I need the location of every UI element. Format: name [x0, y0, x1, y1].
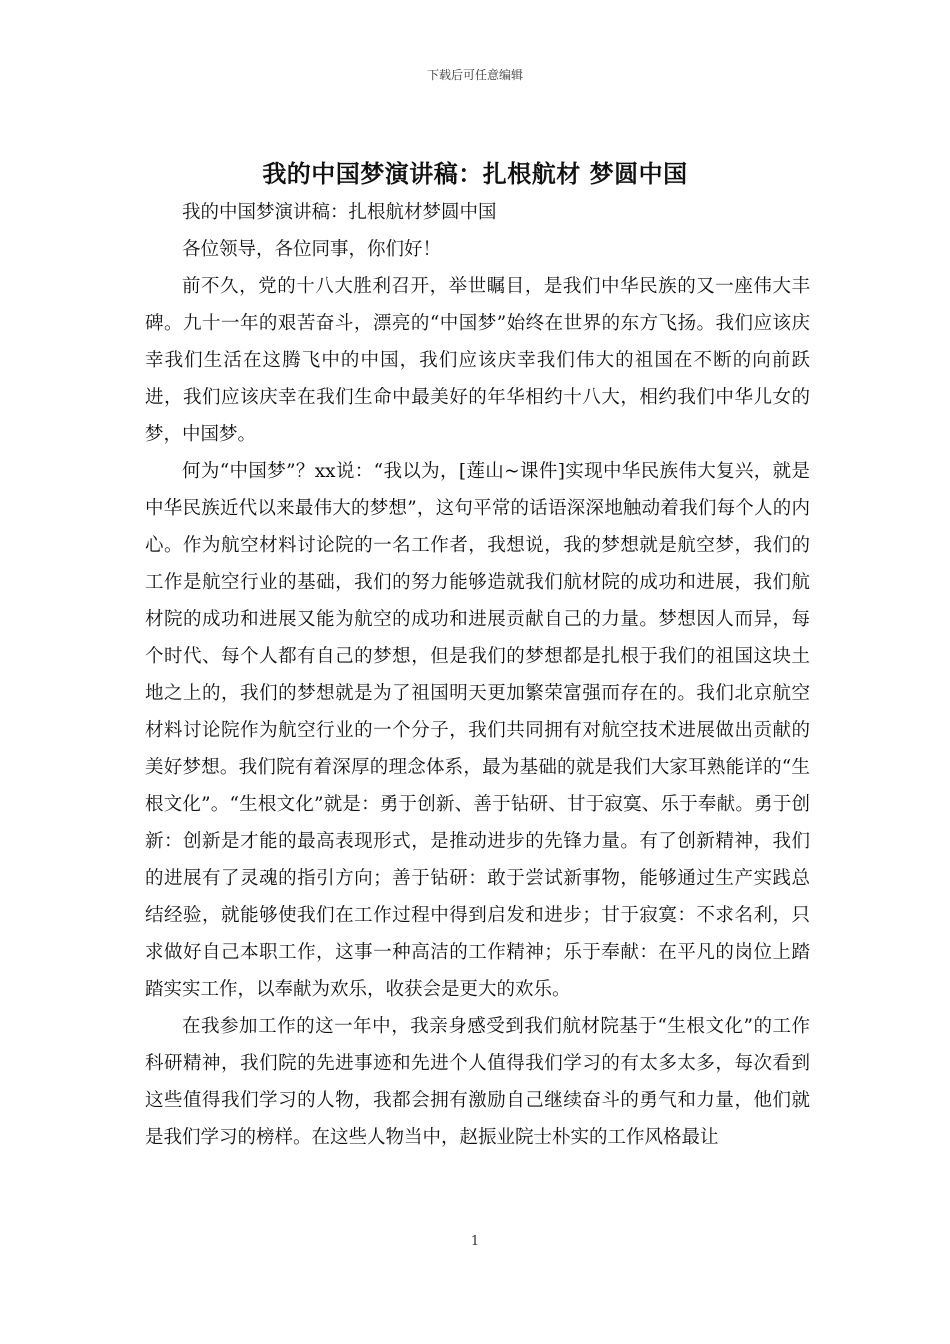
document-title: 我的中国梦演讲稿：扎根航材 梦圆中国 — [262, 160, 688, 188]
paragraph-china-dream: 何为“中国梦”？xx说：“我以为，[莲山~课件]实现中华民族伟大复兴，就是中华民族近代以来最伟大的梦想”，这句平常的话语深深地触动着我们每个人的内心。作为航空材料讨论院的一名工作者，我想说，我的梦想就是航空梦，我们的工作是航空行业的基础，我们的努力能够造就我们航材院的成功和进展，我们航材院的成功和进展又能为航空的成功和进展贡献自己的力量。梦想因人而异，每个时代、每个人都有自己的梦想，但是我们的梦想都是扎根于我们的祖国这块土地之上的，我们的梦想就是为了祖国明天更加繁荣富强而存在的。我们北京航空材料讨论院作为航空行业的一个分子，我们共同拥有对航空技术进展做出贡献的美好梦想。我们院有着深厚的理念体系，最为基础的就是我们大家耳熟能详的“生根文化”。“生根文化”就是：勇于创新、善于钻研、甘于寂寞、乐于奉献。勇于创新：创新是才能的最高表现形式，是推动进步的先锋力量。有了创新精神，我们的进展有了灵魂的指引方向；善于钻研：敢于尝试新事物，能够通过生产实践总结经验，就能够使我们在工作过程中得到启发和进步；甘于寂寞：不求名利，只求做好自己本职工作，这事一种高洁的工作精神；乐于奉献：在平凡的岗位上踏踏实实工作，以奉献为欢乐，收获会是更大的欢乐。 — [145, 461, 810, 1000]
running-header: 下载后可任意编辑 — [426, 68, 523, 82]
document-body — [145, 194, 810, 1156]
page-number: 1 — [470, 1234, 480, 1249]
paragraph-experience: 在我参加工作的这一年中，我亲身感受到我们航材院基于“生根文化”的工作科研精神，我们院的先进事迹和先进个人值得我们学习的有太多太多，每次看到这些值得我们学习的人物，我都会拥有激励自己继续奋斗的勇气和力量，他们就是我们学习的榜样。在这些人物当中，赵振业院士朴实的工作风格最让 — [145, 1016, 810, 1148]
paragraph-intro: 前不久，党的十八大胜利召开，举世瞩目，是我们中华民族的又一座伟大丰碑。九十一年的艰苦奋斗，漂亮的“中国梦”始终在世界的东方飞扬。我们应该庆幸我们生活在这腾飞中的中国，我们应该庆幸我们伟大的祖国在不断的向前跃进，我们应该庆幸在我们生命中最美好的年华相约十八大，相约我们中华儿女的梦，中国梦。 — [145, 276, 810, 445]
paragraph-subtitle: 我的中国梦演讲稿：扎根航材梦圆中国 — [182, 202, 497, 223]
paragraph-greeting: 各位领导，各位同事，你们好！ — [182, 239, 442, 260]
